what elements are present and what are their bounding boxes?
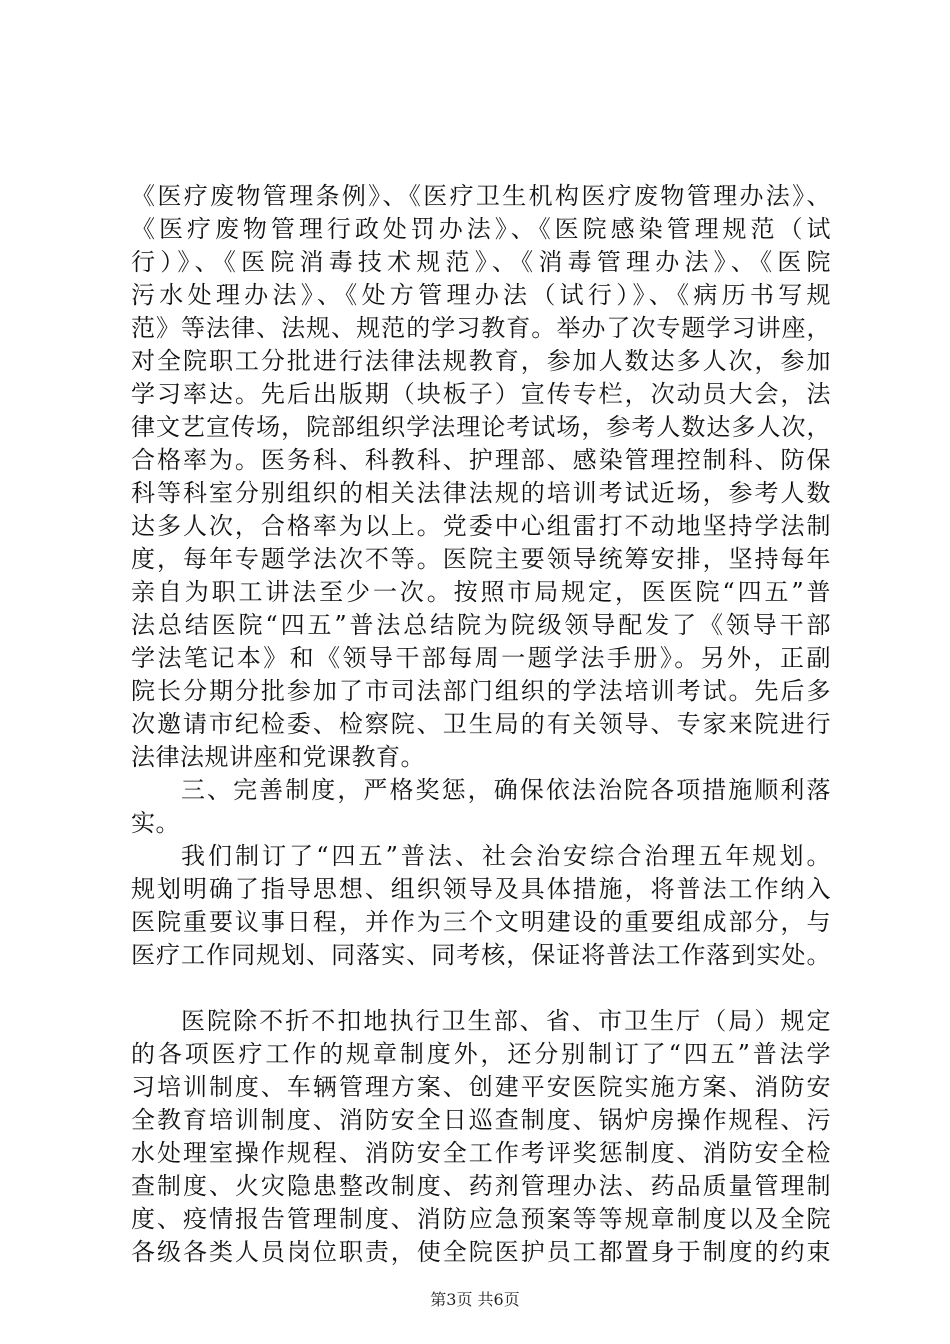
text-line: 次邀请市纪检委、检察院、卫生局的有关领导、专家来院进行: [131, 710, 831, 738]
text-line: 我们制订了“四五”普法、社会治安综合治理五年规划。: [181, 842, 831, 870]
text-line: 亲自为职工讲法至少一次。按照市局规定，医医院“四五”普: [131, 578, 831, 606]
paragraph: [131, 840, 831, 972]
text-line: 水处理室操作规程、消防安全工作考评奖惩制度、消防安全检: [131, 1139, 831, 1167]
text-line: 《医疗废物管理条例》、《医疗卫生机构医疗废物管理办法》、: [131, 182, 831, 210]
body-text: [131, 180, 831, 1269]
text-line: 《医疗废物管理行政处罚办法》、《医院感染管理规范（试: [131, 215, 831, 243]
text-line: 法律法规讲座和党课教育。: [131, 743, 425, 771]
page-footer: 第3页 共6页: [430, 1290, 520, 1309]
paragraph: [131, 180, 831, 774]
text-line: 的各项医疗工作的规章制度外，还分别制订了“四五”普法学: [131, 1040, 831, 1068]
text-line: 医院重要议事日程，并作为三个文明建设的重要组成部分，与: [131, 908, 831, 936]
text-line: 污水处理办法》、《处方管理办法（试行）》、《病历书写规: [131, 281, 831, 309]
text-line: 习培训制度、车辆管理方案、创建平安医院实施方案、消防安: [131, 1073, 831, 1101]
text-line: 规划明确了指导思想、组织领导及具体措施，将普法工作纳入: [131, 875, 831, 903]
text-line: 全教育培训制度、消防安全日巡查制度、锅炉房操作规程、污: [131, 1106, 831, 1134]
text-line: 学习率达。先后出版期（块板子）宣传专栏，次动员大会，法: [131, 380, 831, 408]
text-line: 对全院职工分批进行法律法规教育，参加人数达多人次，参加: [131, 347, 831, 375]
text-line: 查制度、火灾隐患整改制度、药剂管理办法、药品质量管理制: [131, 1172, 831, 1200]
text-line: 实。: [131, 809, 180, 837]
text-line: 度，每年专题学法次不等。医院主要领导统筹安排，坚持每年: [131, 545, 831, 573]
text-line: 医疗工作同规划、同落实、同考核，保证将普法工作落到实处。: [131, 941, 831, 969]
text-line: 学法笔记本》和《领导干部每周一题学法手册》。另外，正副: [131, 644, 831, 672]
text-line: 律文艺宣传场，院部组织学法理论考试场，参考人数达多人次，: [131, 413, 831, 441]
text-line: 科等科室分别组织的相关法律法规的培训考试近场，参考人数: [131, 479, 831, 507]
text-line: 达多人次，合格率为以上。党委中心组雷打不动地坚持学法制: [131, 512, 831, 540]
text-line: 合格率为。医务科、科教科、护理部、感染管理控制科、防保: [131, 446, 831, 474]
text-line: 范》等法律、法规、规范的学习教育。举办了次专题学习讲座，: [131, 314, 831, 342]
section-heading: [131, 774, 831, 840]
text-line: 各级各类人员岗位职责，使全院医护员工都置身于制度的约束: [131, 1238, 831, 1266]
text-line: 度、疫情报告管理制度、消防应急预案等等规章制度以及全院: [131, 1205, 831, 1233]
text-line: 法总结医院“四五”普法总结院为院级领导配发了《领导干部: [131, 611, 831, 639]
text-line: 三、完善制度，严格奖惩，确保依法治院各项措施顺利落: [181, 776, 831, 804]
paragraph-gap: [131, 972, 831, 1005]
text-line: 院长分期分批参加了市司法部门组织的学法培训考试。先后多: [131, 677, 831, 705]
paragraph: [131, 1005, 831, 1269]
text-line: 医院除不折不扣地执行卫生部、省、市卫生厅（局）规定: [181, 1007, 831, 1035]
text-line: 行）》、《医院消毒技术规范》、《消毒管理办法》、《医院: [131, 248, 831, 276]
